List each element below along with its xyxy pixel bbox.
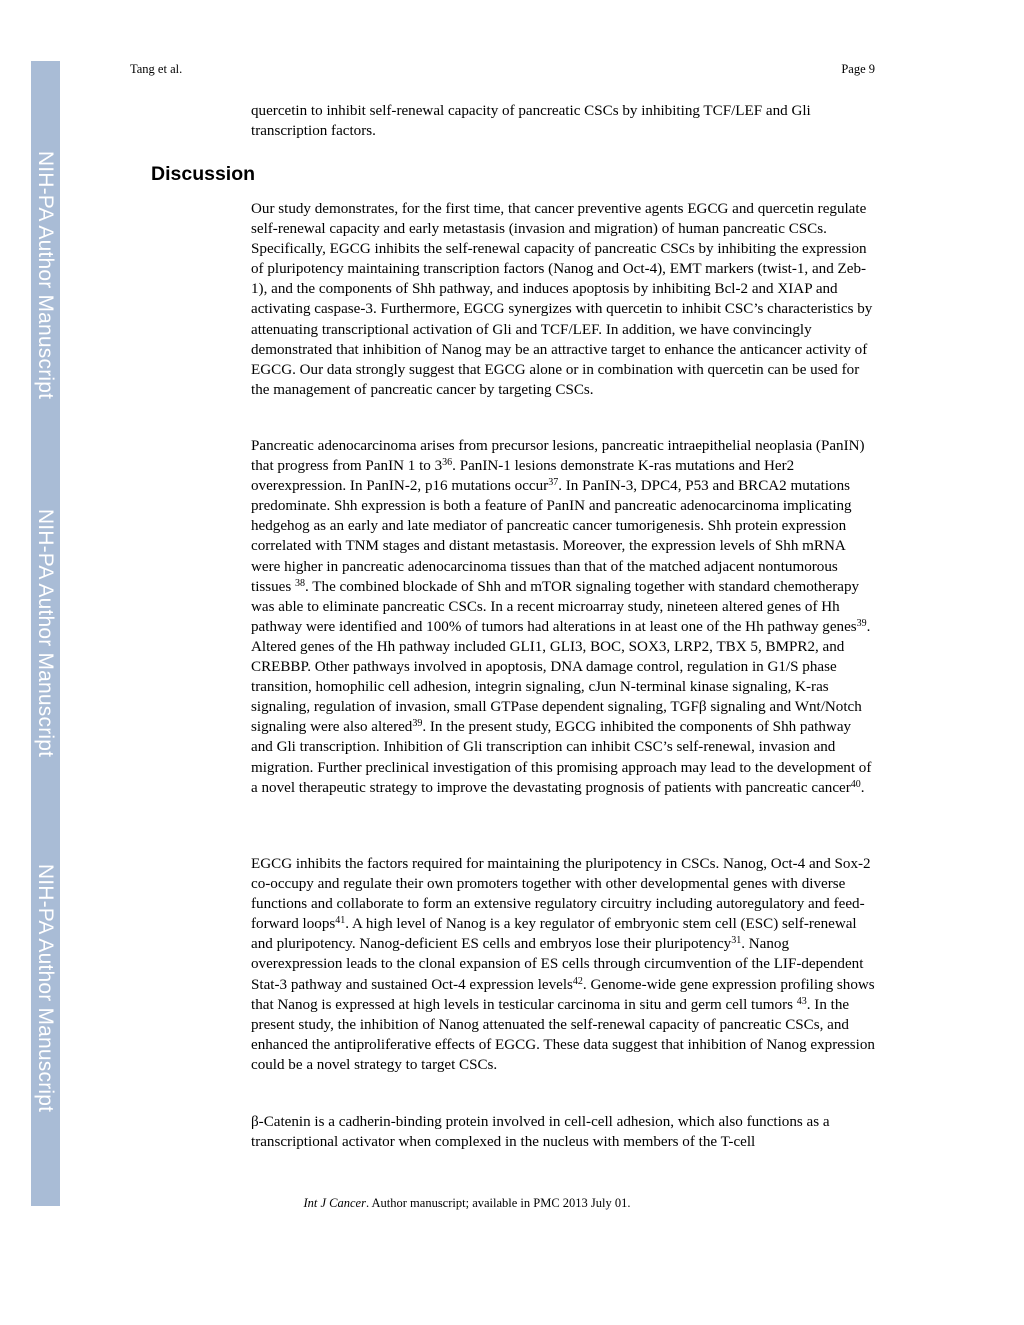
- citation-ref: 40: [850, 778, 861, 790]
- citation-ref: 39: [856, 617, 867, 629]
- footer-availability: . Author manuscript; available in PMC 2013 July 01.: [365, 1196, 631, 1210]
- continuation-paragraph: quercetin to inhibit self-renewal capacity of pancreatic CSCs by inhibiting TCF/LEF and Gli transcription factors.: [251, 103, 811, 140]
- citation-ref: 31: [731, 935, 742, 947]
- running-header-page: Page 9: [841, 62, 875, 76]
- citation-ref: 36: [442, 457, 453, 469]
- discussion-paragraph-2: Pancreatic adenocarcinoma arises from precursor lesions, pancreatic intraepithelial neoplasia (PanIN) that progress from PanIN 1 to $3^{36}$. PanIN-1 lesions demonstrate K-ras mutations and Her2 overexpression. In PanIN-2, p16 mutations occur$^{37}$. In PanIN-3, DPC4, P53 and BRCA2 mutations predominate. Shh expression is both a feature of PanIN and pancreatic adenocarcinoma implicating hedgehog as an early and late mediator of pancreatic cancer tumorigenesis. Shh protein expression correlated with TNM stages and distant metastasis. Moreover, the expression levels of Shh mRNA were higher in pancreatic adenocarcinoma tissues than that of the matched adjacent nontumorous tissues $^{38}$. The combined blockade of Shh and mTOR signaling together with standard chemotherapy was able to eliminate pancreatic CSCs. In a recent microarray study, nineteen altered genes of Hh pathway were identified and 100% of tumors had alterations in at least one of the Hh pathway genes$^{39}$. Altered genes of the Hh pathway included GLI1, GLI3, BOC, SOX3, LRP2, TBX 5, BMPR2, and CREBBP. Other pathways involved in apoptosis, DNA damage control, regulation in G1/S phase transition, homophilic cell adhesion, integrin signaling, cJun N-terminal kinase signaling, K-ras signaling, regulation of invasion, small GTPase dependent signaling, TGFβ signaling and Wnt/Notch signaling were also altered$^{39}$. In the present study, EGCG inhibited the components of Shh pathway and Gli transcription. Inhibition of Gli transcription can inhibit CSC’s self-renewal, invasion and migration. Further preclinical investigation of this promising approach may lead to the development of a novel therapeutic strategy to improve the devastating prognosis of patients with pancreatic cancer$^{40}$.: [251, 438, 872, 796]
- citation-ref: 43: [796, 995, 807, 1007]
- running-header-author: Tang et al.: [130, 62, 183, 76]
- section-heading-discussion: Discussion: [151, 163, 256, 185]
- discussion-paragraph-3: EGCG inhibits the factors required for maintaining the pluripotency in CSCs. Nanog, Oct-4 and Sox-2 co-occupy and regulate their own promoters together with other developmental genes with diverse functions and collaborate to form an extensive regulatory circuitry including autoregulatory and feed-forward loops$^{41}$. A high level of Nanog is a key regulator of embryonic stem cell (ESC) self-renewal and pluripotency. Nanog-deficient ES cells and embryos lose their pluripotency$^{31}$. Nanog overexpression leads to the clonal expansion of ES cells through circumvention of the LIF-dependent Stat-3 pathway and sustained Oct-4 expression levels$^{42}$. Genome-wide gene expression profiling shows that Nanog is expressed at high levels in testicular carcinoma in situ and germ cell tumors $^{43}$. In the present study, the inhibition of Nanog attenuated the self-renewal capacity of pancreatic CSCs, and enhanced the antiproliferative effects of EGCG. These data suggest that inhibition of Nanog expression could be a novel strategy to target CSCs.: [251, 856, 875, 1073]
- journal-name: Int J Cancer: [303, 1196, 366, 1210]
- citation-ref: 39: [412, 718, 423, 730]
- discussion-paragraph-4: β-Catenin is a cadherin-binding protein involved in cell-cell adhesion, which also functions as a transcriptional activator when complexed in the nucleus with members of the T-cell: [251, 1114, 830, 1151]
- citation-ref: 42: [572, 975, 583, 987]
- citation-ref: 41: [335, 915, 346, 927]
- discussion-paragraph-1: Our study demonstrates, for the first time, that cancer preventive agents EGCG and quercetin regulate self-renewal capacity and early metastasis (invasion and migration) of human pancreatic CSCs. Specifically, EGCG inhibits the self-renewal capacity of pancreatic CSCs by inhibiting the expression of pluripotency maintaining transcription factors (Nanog and Oct-4), EMT markers (twist-1, and Zeb-1), and the components of Shh pathway, and induces apoptosis by inhibiting Bcl-2 and XIAP and activating caspase-3. Furthermore, EGCG synergizes with quercetin to inhibit CSC’s characteristics by attenuating transcriptional activation of Gli and TCF/LEF. In addition, we have convincingly demonstrated that inhibition of Nanog may be an attractive target to enhance the anticancer activity of EGCG. Our data strongly suggest that EGCG alone or in combination with quercetin can be used for the management of pancreatic cancer by targeting CSCs.: [251, 201, 873, 398]
- page-footer: [0, 1196, 934, 1211]
- citation-ref: 38: [295, 577, 306, 589]
- citation-ref: 37: [548, 477, 559, 489]
